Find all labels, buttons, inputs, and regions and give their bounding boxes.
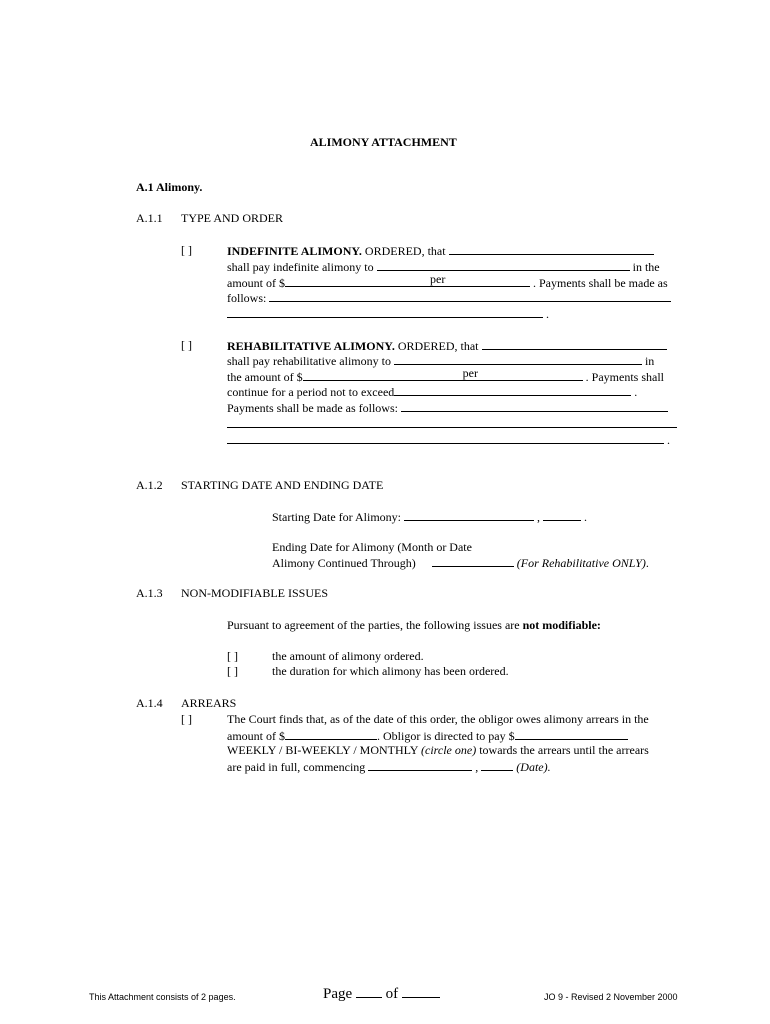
indefinite-ordered-text: ORDERED, that: [364, 244, 446, 258]
a12-number: A.1.2: [136, 478, 163, 492]
arrears-line-4: [227, 759, 551, 775]
rehabilitative-text: continue for a period not to exceed: [227, 385, 395, 399]
non-modifiable-checkbox-duration[interactable]: [ ]: [227, 664, 238, 678]
rehabilitative-payment-field-2[interactable]: [227, 416, 677, 428]
a14-heading: ARREARS: [181, 696, 237, 710]
arrears-text: are paid in full, commencing: [227, 760, 366, 774]
non-modifiable-intro: [227, 618, 601, 633]
indefinite-text: amount of $: [227, 276, 285, 290]
of-label: of: [385, 986, 399, 1002]
rehabilitative-line-1: [227, 338, 667, 354]
page-title: ALIMONY ATTACHMENT: [310, 135, 457, 149]
ending-date-label-2: Alimony Continued Through): [272, 556, 416, 570]
rehabilitative-line-7: [227, 432, 670, 448]
arrears-line-2: [227, 728, 628, 744]
arrears-line-3: [227, 743, 649, 758]
a12-heading: STARTING DATE AND ENDING DATE: [181, 478, 384, 492]
rehabilitative-text: ORDERED, that: [397, 339, 479, 353]
circle-one-note: (circle one): [421, 743, 477, 757]
indefinite-obligee-field[interactable]: [377, 259, 630, 271]
ending-date-field[interactable]: [432, 555, 514, 567]
indefinite-line-4: [227, 290, 671, 306]
rehabilitative-line-2: [227, 353, 654, 369]
starting-date-field[interactable]: [404, 509, 534, 521]
footer-page-numbering: [323, 984, 440, 1003]
a11-heading: TYPE AND ORDER: [181, 211, 284, 225]
ending-date-note: (For Rehabilitative ONLY): [516, 556, 646, 570]
arrears-text: amount of $: [227, 729, 285, 743]
starting-date-line: [272, 509, 587, 525]
rehabilitative-text: Payments shall be made as follows:: [227, 401, 398, 415]
date-note: (Date).: [516, 760, 551, 774]
footer-page-count: This Attachment consists of 2 pages.: [89, 992, 236, 1002]
comma: ,: [475, 760, 479, 774]
rehabilitative-text: .: [634, 385, 638, 399]
indefinite-checkbox[interactable]: [ ]: [181, 243, 192, 257]
indefinite-payment-field-1[interactable]: [269, 290, 671, 302]
arrears-start-date-field[interactable]: [368, 759, 472, 771]
indefinite-obligor-field[interactable]: [449, 243, 654, 255]
ending-date-label-1: Ending Date for Alimony (Month or Date: [272, 540, 472, 554]
indefinite-line-1: [227, 243, 654, 259]
indefinite-text: follows:: [227, 291, 267, 305]
indefinite-line-3: [227, 272, 668, 291]
section-heading: A.1 Alimony.: [136, 180, 203, 194]
a13-heading: NON-MODIFIABLE ISSUES: [181, 586, 329, 600]
starting-date-label: Starting Date for Alimony:: [272, 510, 401, 524]
indefinite-line-5: [227, 306, 549, 322]
page-total-field[interactable]: [402, 984, 440, 998]
indefinite-payment-field-2[interactable]: [227, 306, 543, 318]
rehabilitative-amount-field[interactable]: [303, 366, 583, 381]
period: .: [645, 556, 649, 570]
arrears-amount-field[interactable]: [285, 728, 377, 740]
indefinite-text: in the: [632, 260, 660, 274]
non-modifiable-item-duration: the duration for which alimony has been ordered.: [272, 664, 509, 678]
per-label: per: [462, 366, 478, 380]
rehabilitative-payment-field-1[interactable]: [401, 400, 668, 412]
period: .: [583, 510, 587, 524]
rehabilitative-line-4: [227, 384, 637, 400]
comma: ,: [536, 510, 540, 524]
arrears-payment-field[interactable]: [515, 728, 628, 740]
arrears-text: . Obligor is directed to pay $: [377, 729, 515, 743]
rehabilitative-obligor-field[interactable]: [482, 338, 667, 350]
arrears-start-year-field[interactable]: [481, 759, 513, 771]
arrears-text: towards the arrears until the arrears: [479, 743, 649, 757]
arrears-checkbox[interactable]: [ ]: [181, 712, 192, 726]
rehabilitative-text: shall pay rehabilitative alimony to: [227, 354, 391, 368]
indefinite-amount-field[interactable]: [285, 272, 530, 287]
ending-date-line: [272, 555, 649, 571]
rehabilitative-line-6: [227, 416, 677, 432]
a11-number: A.1.1: [136, 211, 163, 225]
arrears-line-1: The Court finds that, as of the date of this order, the obligor owes alimony arrears in the: [227, 712, 649, 726]
non-modifiable-bold: not modifiable:: [522, 618, 601, 632]
frequency-options[interactable]: WEEKLY / BI-WEEKLY / MONTHLY: [227, 743, 419, 757]
rehabilitative-payment-field-3[interactable]: [227, 432, 664, 444]
rehabilitative-line-3: [227, 366, 664, 385]
non-modifiable-item-amount: the amount of alimony ordered.: [272, 649, 424, 663]
rehabilitative-label: REHABILITATIVE ALIMONY.: [227, 339, 395, 353]
indefinite-text: shall pay indefinite alimony to: [227, 260, 374, 274]
indefinite-label: INDEFINITE ALIMONY.: [227, 244, 362, 258]
rehabilitative-text: .: [667, 433, 670, 447]
page-label: Page: [323, 986, 353, 1002]
rehabilitative-text: . Payments shall: [585, 370, 664, 384]
non-modifiable-checkbox-amount[interactable]: [ ]: [227, 649, 238, 663]
rehabilitative-checkbox[interactable]: [ ]: [181, 338, 192, 352]
indefinite-text: . Payments shall be made as: [533, 276, 668, 290]
footer-revision: JO 9 - Revised 2 November 2000: [544, 992, 678, 1002]
rehabilitative-obligee-field[interactable]: [394, 353, 642, 365]
rehabilitative-text: in: [644, 354, 655, 368]
rehabilitative-line-5: [227, 400, 668, 416]
non-modifiable-intro-text: Pursuant to agreement of the parties, the following issues are: [227, 618, 520, 632]
indefinite-text: .: [546, 307, 549, 321]
rehabilitative-text: the amount of $: [227, 370, 303, 384]
a13-number: A.1.3: [136, 586, 163, 600]
starting-year-field[interactable]: [543, 509, 581, 521]
per-label: per: [430, 272, 446, 286]
page-number-field[interactable]: [356, 984, 382, 998]
rehabilitative-period-field[interactable]: [394, 384, 631, 396]
a14-number: A.1.4: [136, 696, 163, 710]
